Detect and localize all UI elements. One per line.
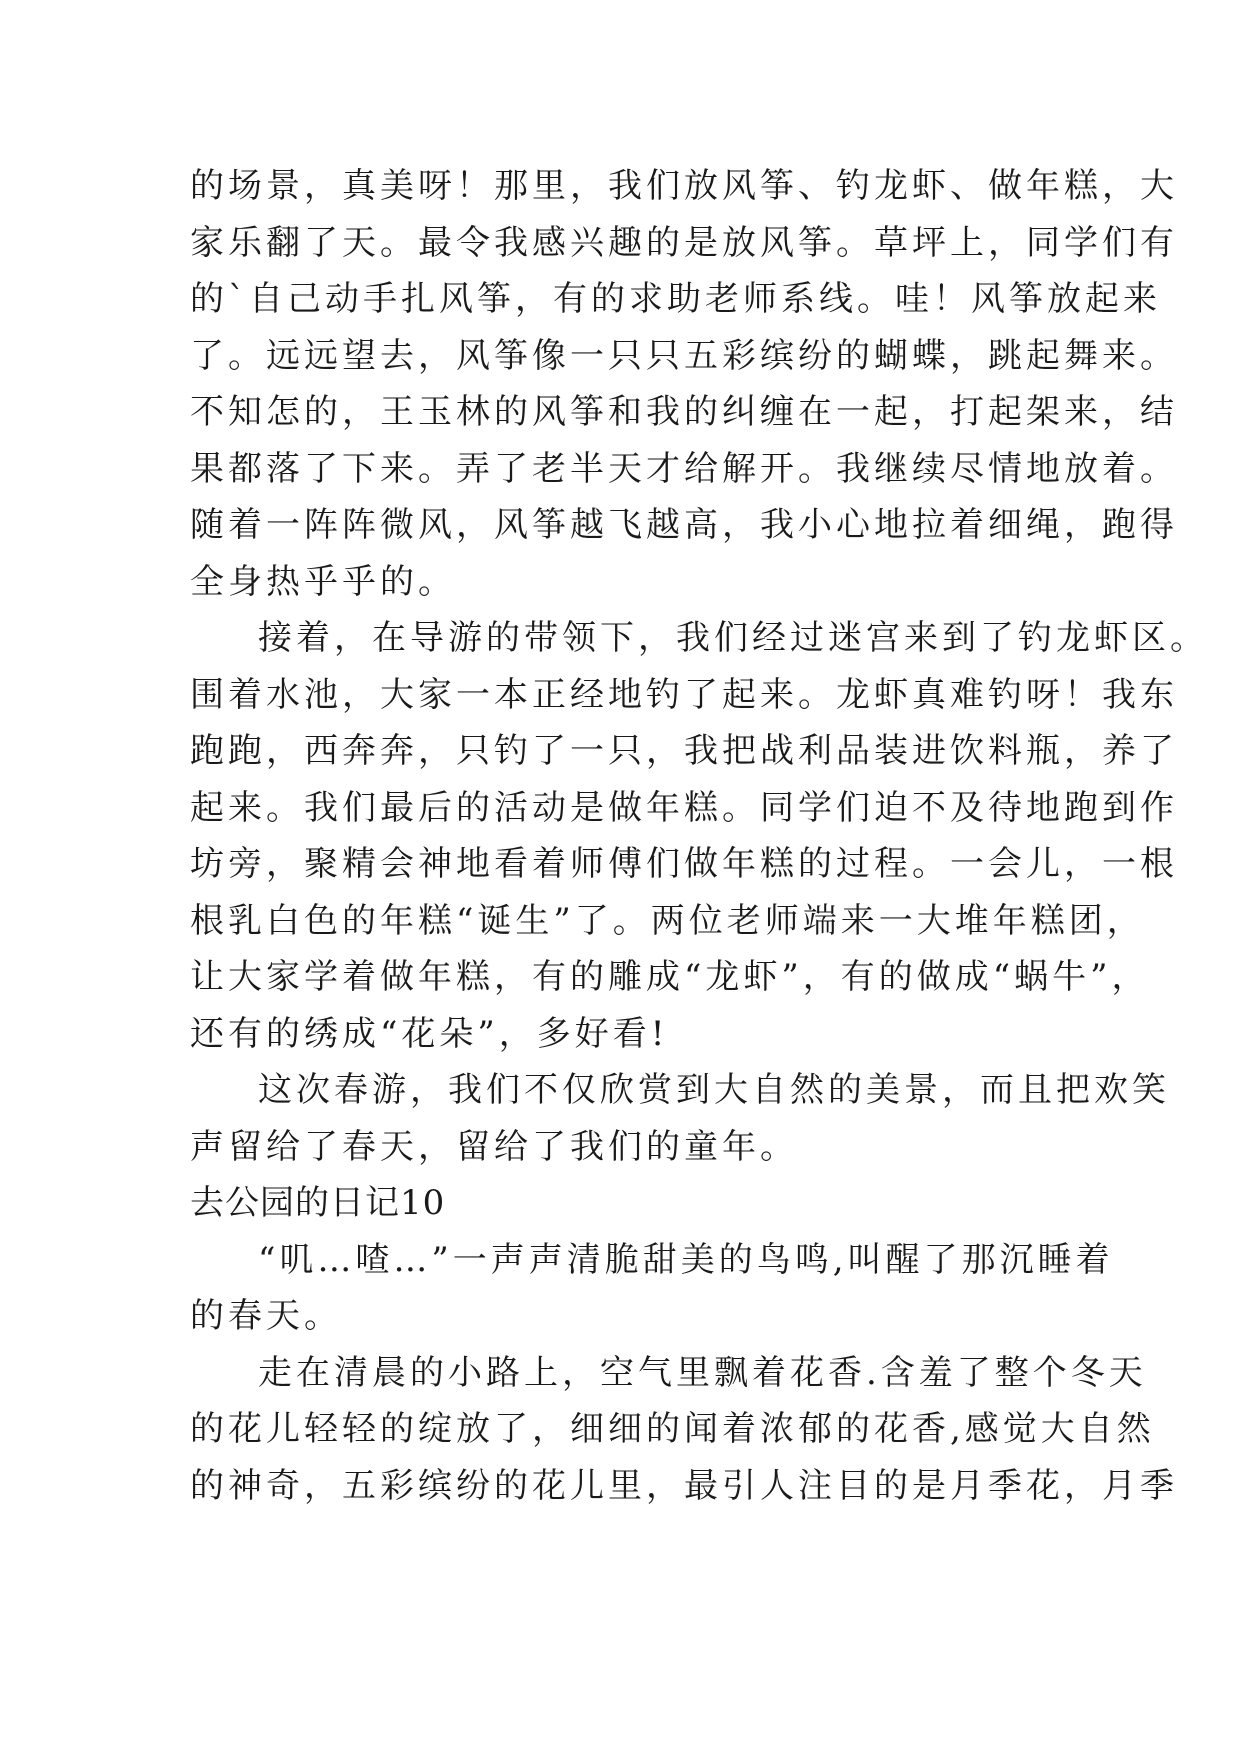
- paragraph: [190, 158, 1178, 610]
- paragraph: [190, 610, 1208, 1062]
- text-line: 起来。我们最后的活动是做年糕。同学们迫不及待地跑到作: [190, 787, 1178, 828]
- text-line: 果都落了下来。弄了老半天才给解开。我继续尽情地放着。: [190, 448, 1178, 489]
- text-line: 不知怎的，王玉林的风筝和我的纠缠在一起，打起架来，结: [190, 392, 1178, 432]
- text-line: 的`自己动手扎风筝，有的求助老师系线。哇！风筝放起来: [190, 279, 1161, 319]
- text-line: 让大家学着做年糕，有的雕成“龙虾”，有的做成“蜗牛”，: [190, 957, 1150, 997]
- text-line: 根乳白色的年糕“诞生”了。两位老师端来一大堆年糕团，: [190, 900, 1145, 941]
- text-line: 接着，在导游的带领下，我们经过迷宫来到了钓龙虾区。: [258, 618, 1208, 658]
- text-line: 的场景，真美呀！那里，我们放风筝、钓龙虾、做年糕，大: [190, 166, 1178, 206]
- text-line: 走在清晨的小路上，空气里飘着花香.含羞了整个冬天: [258, 1352, 1147, 1393]
- text-line: 这次春游，我们不仅欣赏到大自然的美景，而且把欢笑: [258, 1070, 1170, 1110]
- text-line: 家乐翻了天。最令我感兴趣的是放风筝。草坪上，同学们有: [190, 222, 1178, 263]
- text-line: 的神奇，五彩缤纷的花儿里，最引人注目的是月季花，月季: [190, 1465, 1178, 1506]
- text-line: 全身热乎乎的。: [190, 561, 456, 602]
- document-body: [190, 158, 1208, 1514]
- text-line: 坊旁，聚精会神地看着师傅们做年糕的过程。一会儿，一根: [190, 844, 1178, 884]
- text-line: 跑跑，西奔奔，只钓了一只，我把战利品装进饮料瓶，养了: [190, 731, 1178, 771]
- heading-text: 去公园的日记10: [190, 1183, 446, 1223]
- text-line: 围着水池，大家一本正经地钓了起来。龙虾真难钓呀！我东: [190, 674, 1178, 715]
- text-line: 随着一阵阵微风，风筝越飞越高，我小心地拉着细绳，跑得: [190, 505, 1178, 545]
- text-line: 的花儿轻轻的绽放了，细细的闻着浓郁的花香,感觉大自然: [190, 1409, 1155, 1449]
- paragraph: [190, 1232, 1114, 1345]
- text-line: 了。远远望去，风筝像一只只五彩缤纷的蝴蝶，跳起舞来。: [190, 335, 1178, 376]
- section-heading: [190, 1175, 1052, 1232]
- text-line: “叽…喳…”一声声清脆甜美的鸟鸣,叫醒了那沉睡着: [258, 1239, 1114, 1280]
- text-line: 还有的绣成“花朵”，多好看!: [190, 1013, 669, 1054]
- paragraph: [190, 1062, 1170, 1175]
- text-line: 的春天。: [190, 1296, 342, 1336]
- text-line: 声留给了春天，留给了我们的童年。: [190, 1126, 798, 1167]
- paragraph: [190, 1345, 1178, 1515]
